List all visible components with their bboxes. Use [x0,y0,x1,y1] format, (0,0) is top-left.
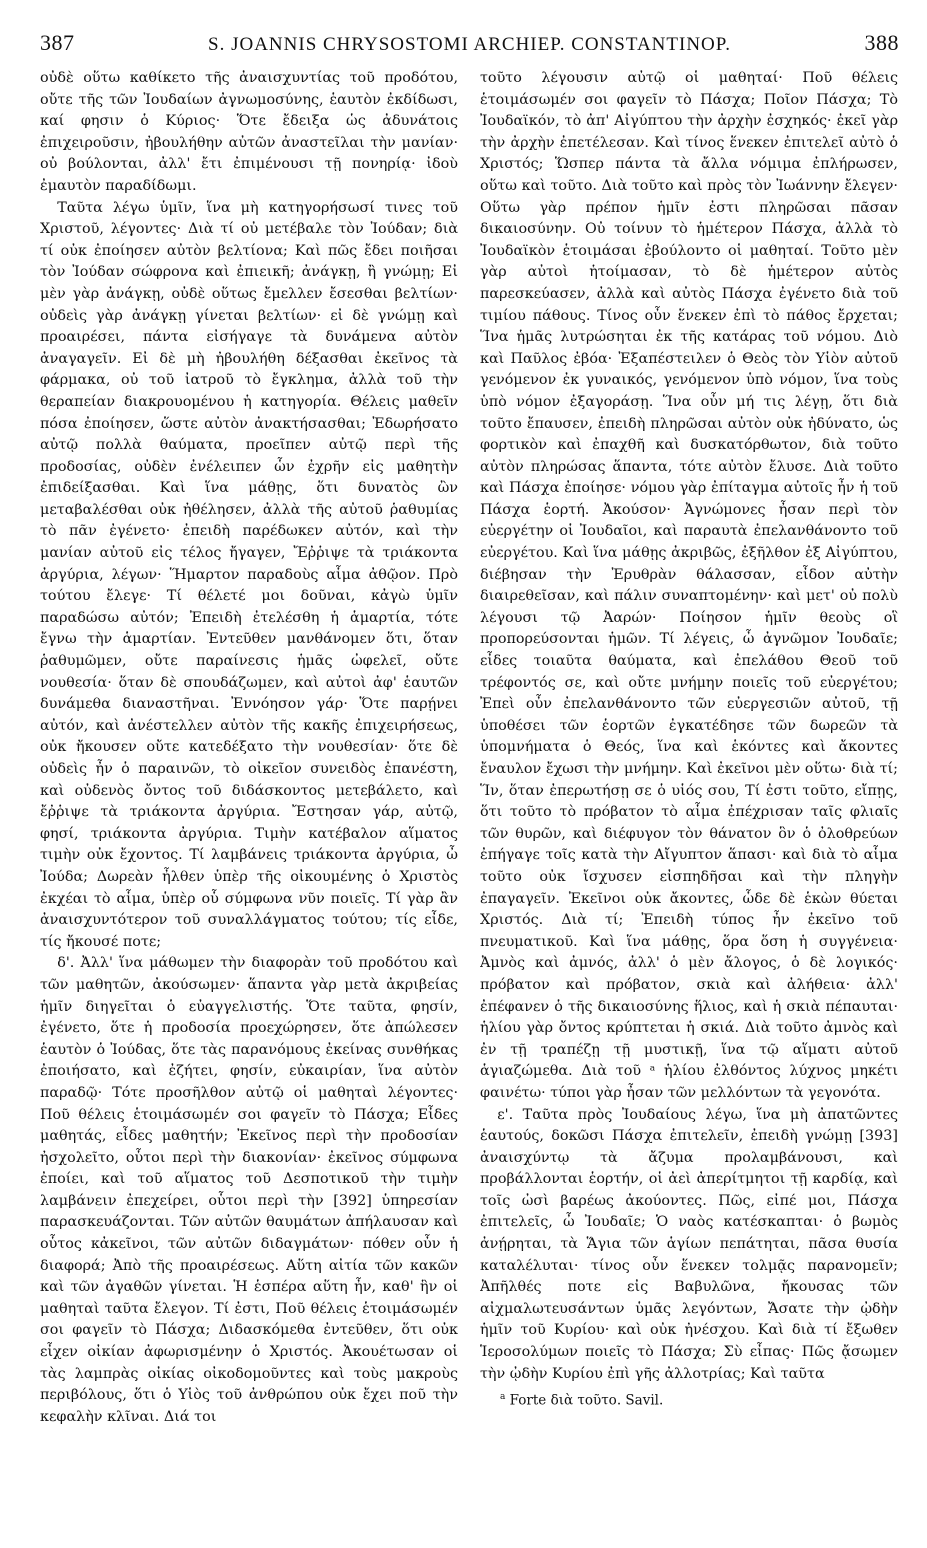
left-column [40,68,458,1548]
footnote-marker: a [500,1392,506,1403]
left-page-number: 387 [40,30,75,55]
right-paragraph-1: τοῦτο λέγουσιν αὐτῷ οἱ μαθηταί· Ποῦ θέλεις ἑτοιμάσωμέν σοι φαγεῖν τὸ Πάσχα; Ποῖον Πάσχα; Τὸ Ἰουδαϊκόν, τὸ ἀπ' Αἰγύπτου τὴν ἀρχὴν ἐσχηκός· ἐκεῖ γὰρ τὴν ἀρχὴν ἐπετέλεσαν. Καὶ τίνος ἕνεκεν ἐπιτελεῖ αὐτὸ ὁ Χριστός; Ὥσπερ πάντα τὰ ἄλλα νόμιμα ἐπλήρωσεν, οὕτω καὶ τοῦτο. Διὰ τοῦτο καὶ πρὸς τὸν Ἰωάννην ἔλεγεν· Οὕτω γὰρ πρέπον ἡμῖν ἐστι πληρῶσαι πᾶσαν δικαιοσύνην. Οὐ τοίνυν τὸ ἡμέτερον Πάσχα, ἀλλὰ τὸ Ἰουδαϊκὸν ἑτοιμάσαι ἐβούλοντο οἱ μαθηταί. Τοῦτο μὲν γὰρ αὐτοὶ ἡτοίμασαν, τὸ δὲ ἡμέτερον αὐτὸς παρεσκεύασεν, ἀλλὰ καὶ αὐτὸς Πάσχα ἐγένετο διὰ τοῦ τιμίου πάθους. Τίνος οὖν ἕνεκεν ἐπὶ τὸ πάθος ἔρχεται; Ἵνα ἡμᾶς λυτρώσηται ἐκ τῆς κατάρας τοῦ νόμου. Διὸ καὶ Παῦλος ἐβόα· Ἐξαπέστειλεν ὁ Θεὸς τὸν Υἱὸν αὐτοῦ γενόμενον ἐκ γυναικός, γενόμενον ὑπὸ νόμον, ἵνα τοὺς ὑπὸ νόμον ἐξαγοράσῃ. Ἵνα οὖν μή τις λέγῃ, ὅτι διὰ τοῦτο ἔπαυσεν, ἐπειδὴ πληρῶσαι αὐτὸν οὐκ ἠδύνατο, ὡς φορτικὸν καὶ ἐπαχθῆ καὶ δυσκατόρθωτον, διὰ τοῦτο αὐτὸν πληρώσας ἅπαντα, τότε αὐτὸν ἔλυσε. Διὰ τοῦτο καὶ Πάσχα ἐποίησε· νόμου γὰρ ἐπίταγμα αὐτοῖς ἦν ἡ τοῦ Πάσχα ἑορτή. Ἀκούσον· Ἀγνώμονες ἦσαν περὶ τὸν εὐεργέτην οἱ Ἰουδαῖοι, καὶ παραυτὰ ἐπελανθάνοντο τοῦ εὐεργέτου. Καὶ ἵνα μάθῃς ἀκριβῶς, ἐξῆλθον ἐξ Αἰγύπτου, διέβησαν τὴν Ἐρυθρὰν θάλασσαν, εἶδον αὐτὴν διαιρεθεῖσαν, καὶ πάλιν συναπτομένην· καὶ μετ' οὐ πολὺ λέγουσι τῷ Ἀαρών· Ποίησον ἡμῖν θεοὺς οἳ προπορεύσονται ἡμῶν. Τί λέγεις, ὦ ἀγνῶμον Ἰουδαῖε; εἶδες τοιαῦτα θαύματα, καὶ ἐπελάθου Θεοῦ τοῦ τρέφοντός σε, καὶ οὔτε μνήμην ποιεῖς τοῦ εὐεργέτου; Ἐπεὶ οὖν ἐπελανθάνοντο τῶν εὐεργεσιῶν αὐτοῦ, τῇ ὑποθέσει τῶν ἑορτῶν ἐγκατέδησε τῶν δωρεῶν τὰ ὑπομνήματα ὁ Θεός, ἵνα καὶ ἑκόντες καὶ ἄκοντες ἔναυλον ἔχωσι τὴν μνήμην. Καὶ ἐκεῖνοι μὲν οὕτω· διὰ τί; Ἵν, ὅταν ἐπερωτήσῃ σε ὁ υἱός σου, Τί ἐστι τοῦτο, εἴπῃς, ὅτι τοῦτο τὸ πρόβατον τὸ αἷμα ἐπέχρισαν ταῖς φλιαῖς τῶν θυρῶν, καὶ διέφυγον τὸν θάνατον ὃν ὁ ὀλοθρεύων ἐπήγαγε τοῖς κατὰ τὴν Αἴγυπτον ἅπασι· καὶ διὰ τὸ αἷμα τοῦτο οὐκ ἴσχυσεν εἰσπηδῆσαι καὶ τὴν πληγὴν ἐπαγαγεῖν. Ἐκεῖνοι οὐκ ἄκοντες, ὧδε δὲ ἑκὼν θύεται Χριστός. Διὰ τί; Ἐπειδὴ τύπος ἦν ἐκεῖνο τοῦ πνευματικοῦ. Καὶ ἵνα μάθῃς, ὅρα ὅση ἡ συγγένεια· Ἀμνὸς καὶ ἀμνός, ἀλλ' ὁ μὲν ἄλογος, ὁ δὲ λογικός· πρόβατον καὶ πρόβατον, σκιὰ καὶ ἀλήθεια· ἀλλ' ἐπέφανεν ὁ τῆς δικαιοσύνης ἥλιος, καὶ ἡ σκιὰ πέπαυται· ἡλίου γὰρ ὄντος κρύπτεται ἡ σκιά. Διὰ τοῦτο ἀμνὸς καὶ ἐν τῇ τραπέζῃ τῇ μυστικῇ, ἵνα τῷ αἵματι αὐτοῦ ἁγιαζώμεθα. Διὰ τοῦ ᵃ ἡλίου ἐλθόντος λύχνος μηκέτι φαινέτω· τύποι γὰρ ἦσαν τῶν μελλόντων τὰ γεγονότα. [480,70,898,1101]
right-page-number: 388 [864,30,899,55]
left-paragraph-3: δ'. Ἀλλ' ἵνα μάθωμεν τὴν διαφορὰν τοῦ προδότου καὶ τῶν μαθητῶν, ἀκούσωμεν· ἅπαντα γὰρ μετὰ ἀκριβείας ἡμῖν διηγεῖται ὁ εὐαγγελιστής. Ὅτε ταῦτα, φησίν, ἐγένετο, ὅτε ἡ προδοσία προεχώρησεν, ὅτε ἀπώλεσεν ἑαυτὸν ὁ Ἰούδας, ὅτε τὰς παρανόμους ἐκείνας συνθήκας ἐποιήσατο, καὶ ἐζήτει, φησίν, εὐκαιρίαν, ἵνα αὐτὸν παραδῷ· Τότε προσῆλθον αὐτῷ οἱ μαθηταὶ λέγοντες· Ποῦ θέλεις ἑτοιμάσωμέν σοι φαγεῖν τὸ Πάσχα; Εἶδες μαθητάς, εἶδες μαθητήν; Ἐκεῖνος περὶ τὴν προδοσίαν ἠσχολεῖτο, οὗτοι περὶ τὴν διακονίαν· ἐκεῖνος σύμφωνα ἐποίει, καὶ τοῦ αἵματος τοῦ Δεσποτικοῦ τὴν τιμὴν λαμβάνειν ἐπεχείρει, οὗτοι περὶ τὴν [392] ὑπηρεσίαν παρασκευάζονται. Τῶν αὐτῶν θαυμάτων ἀπήλαυσαν καὶ οὗτος κἀκεῖνοι, τῶν αὐτῶν διδαγμάτων· πόθεν οὖν ἡ διαφορά; Ἀπὸ τῆς προαιρέσεως. Αὕτη αἰτία τῶν κακῶν καὶ τῶν ἀγαθῶν γίνεται. Ἡ ἑσπέρα αὕτη ἦν, καθ' ἣν οἱ μαθηταὶ ταῦτα ἔλεγον. Τί ἐστι, Ποῦ θέλεις ἑτοιμάσωμέν σοι φαγεῖν τὸ Πάσχα; Διδασκόμεθα ἐντεῦθεν, ὅτι οὐκ εἶχεν οἰκίαν ἀφωρισμένην ὁ Χριστός. Ἀκουέτωσαν οἱ τὰς λαμπρὰς οἰκίας οἰκοδομοῦντες καὶ τοὺς μακροὺς περιβόλους, ὅτι ὁ Υἱὸς τοῦ ἀνθρώπου οὐκ ἔχει ποῦ τὴν κεφαλὴν κλῖναι. Διά τοι [40,955,458,1425]
right-paragraph-2: ε'. Ταῦτα πρὸς Ἰουδαίους λέγω, ἵνα μὴ ἀπατῶντες ἑαυτούς, δοκῶσι Πάσχα ἐπιτελεῖν, ἐπειδὴ γνώμῃ [393] ἀναισχύντῳ τὰ ἄζυμα προλαμβάνουσι, καὶ προβάλλονται ἑορτήν, οἱ ἀεὶ ἀπερίτμητοι τῇ καρδίᾳ, καὶ τοῖς ὠσὶ βαρέως ἀκούοντες. Πῶς, εἰπέ μοι, Πάσχα ἐπιτελεῖς, ὦ Ἰουδαῖε; Ὁ ναὸς κατέσκαπται· ὁ βωμὸς ἀνῄρηται, τὰ Ἅγια τῶν ἁγίων πεπάτηται, πᾶσα θυσία καταλέλυται· τίνος οὖν ἕνεκεν τολμᾷς παρανομεῖν; Ἀπῆλθές ποτε εἰς Βαβυλῶνα, ἤκουσας τῶν αἰχμαλωτευσάντων ὑμᾶς λεγόντων, Ἄσατε τὴν ᾠδὴν ἡμῖν τοῦ Κυρίου· καὶ οὐκ ἠνέσχου. Καὶ διὰ τί ἔξωθεν Ἱεροσολύμων ποιεῖς τὸ Πάσχα; Σὺ εἶπας· Πῶς ᾄσωμεν τὴν ᾠδὴν Κυρίου ἐπὶ γῆς ἀλλοτρίας; Καὶ ταῦτα [480,1106,898,1382]
footnote-text: Forte διὰ τοῦτο. Savil. [509,1392,664,1409]
left-paragraph-1: οὐδὲ οὕτω καθίκετο τῆς ἀναισχυντίας τοῦ προδότου, οὔτε τῆς τῶν Ἰουδαίων ἀγνωμοσύνης, ἑαυτὸν ἐκδίδωσι, καί φησιν ὁ Κύριος· Ὅτε ἔδειξα ὡς ἀδυνάτοις ἐπιχειροῦσιν, ἠβουλήθην αὐτῶν ἀναστεῖλαι τὴν μανίαν· οὐ βούλονται, ἀλλ' ἔτι ἐπιμένουσι τῇ πονηρίᾳ· ἰδοὺ ἐμαυτὸν παραδίδωμι. [40,70,458,194]
footnote [480,1387,898,1412]
right-column [480,68,898,1548]
text-columns [40,68,899,1548]
left-paragraph-2: Ταῦτα λέγω ὑμῖν, ἵνα μὴ κατηγορήσωσί τινες τοῦ Χριστοῦ, λέγοντες· Διὰ τί οὐ μετέβαλε τὸν Ἰούδαν; διὰ τί οὐκ ἐποίησεν αὐτὸν βελτίονα; Καὶ πῶς ἔδει ποιῆσαι τὸν Ἰούδαν σώφρονα καὶ ἐπιεικῆ; ἀνάγκῃ, ἢ γνώμῃ; Εἰ μὲν γὰρ ἀνάγκῃ, οὐδὲ οὕτως ἔμελλεν ἔσεσθαι βελτίων· οὐδεὶς γὰρ ἀνάγκῃ γίνεται βελτίων· εἰ δὲ γνώμῃ καὶ προαιρέσει, πάντα εἰσήγαγε τὰ δυνάμενα αὐτὸν ἀναγαγεῖν. Εἰ δὲ μὴ ἠβουλήθη δέξασθαι ἐκεῖνος τὰ φάρμακα, οὐ τοῦ ἰατροῦ τὸ ἔγκλημα, ἀλλὰ τοῦ τὴν θεραπείαν διακρουομένου ἡ κατηγορία. Θέλεις μαθεῖν πόσα ἐποίησεν, ὥστε αὐτὸν ἀνακτήσασθαι; Ἐδωρήσατο αὐτῷ πολλὰ θαύματα, προεῖπεν αὐτῷ περὶ τῆς προδοσίας, οὐδὲν ἐνέλειπεν ὧν ἐχρῆν εἰς μαθητὴν ἐπιδείξασθαι. Καὶ ἵνα μάθῃς, ὅτι δυνατὸς ὢν μεταβαλέσθαι οὐκ ἠθέλησεν, ἀλλὰ τῆς αὐτοῦ ῥαθυμίας τὸ πᾶν ἐγένετο· ἐπειδὴ παρέδωκεν αὐτόν, καὶ τὴν μανίαν αὐτοῦ εἰς τέλος ἤγαγεν, Ἔῤῥιψε τὰ τριάκοντα ἀργύρια, λέγων· Ἥμαρτον παραδοὺς αἷμα ἀθῷον. Πρὸ τούτου ἔλεγε· Τί θέλετέ μοι δοῦναι, κἀγὼ ὑμῖν παραδώσω αὐτόν; Ἐπειδὴ ἐτελέσθη ἡ ἁμαρτία, τότε ἔγνω τὴν ἁμαρτίαν. Ἐντεῦθεν μανθάνομεν ὅτι, ὅταν ῥαθυμῶμεν, οὔτε παραίνεσις ἡμᾶς ὠφελεῖ, οὔτε νουθεσία· ὅταν δὲ σπουδάζωμεν, καὶ αὐτοὶ ἀφ' ἑαυτῶν δυνάμεθα διαναστῆναι. Ἐννόησον γάρ· Ὅτε παρῄνει αὐτόν, καὶ ἀνέστελλεν αὐτὸν τῆς κακῆς ἐπιχειρήσεως, οὐκ ἤκουσεν οὔτε κατεδέξατο τὴν νουθεσίαν· ὅτε δὲ οὐδεὶς ἦν ὁ παραινῶν, τὸ οἰκεῖον συνειδὸς ἐπανέστη, καὶ οὐδενὸς ὄντος τοῦ διδάσκοντος μετεβάλετο, καὶ ἔῤῥιψε τὰ τριάκοντα ἀργύρια. Ἔστησαν γάρ, αὐτῷ, φησί, τριάκοντα ἀργύρια. Τιμὴν κατέβαλον αἵματος τιμὴν οὐκ ἔχοντος. Τί λαμβάνεις τριάκοντα ἀργύρια, ὦ Ἰούδα; Δωρεὰν ἦλθεν ὑπὲρ τῆς οἰκουμένης ὁ Χριστὸς ἐκχέαι τὸ αἷμα, ὑπὲρ οὗ σύμφωνα νῦν ποιεῖς. Τί γὰρ ἂν ἀναισχυντότερον τοῦ συναλλάγματος τούτου; τίς εἶδε, τίς ἤκουσέ ποτε; [40,199,458,950]
running-header [40,30,899,62]
running-title: S. JOANNIS CHRYSOSTOMI ARCHIEP. CONSTANTINOP. [208,34,731,55]
